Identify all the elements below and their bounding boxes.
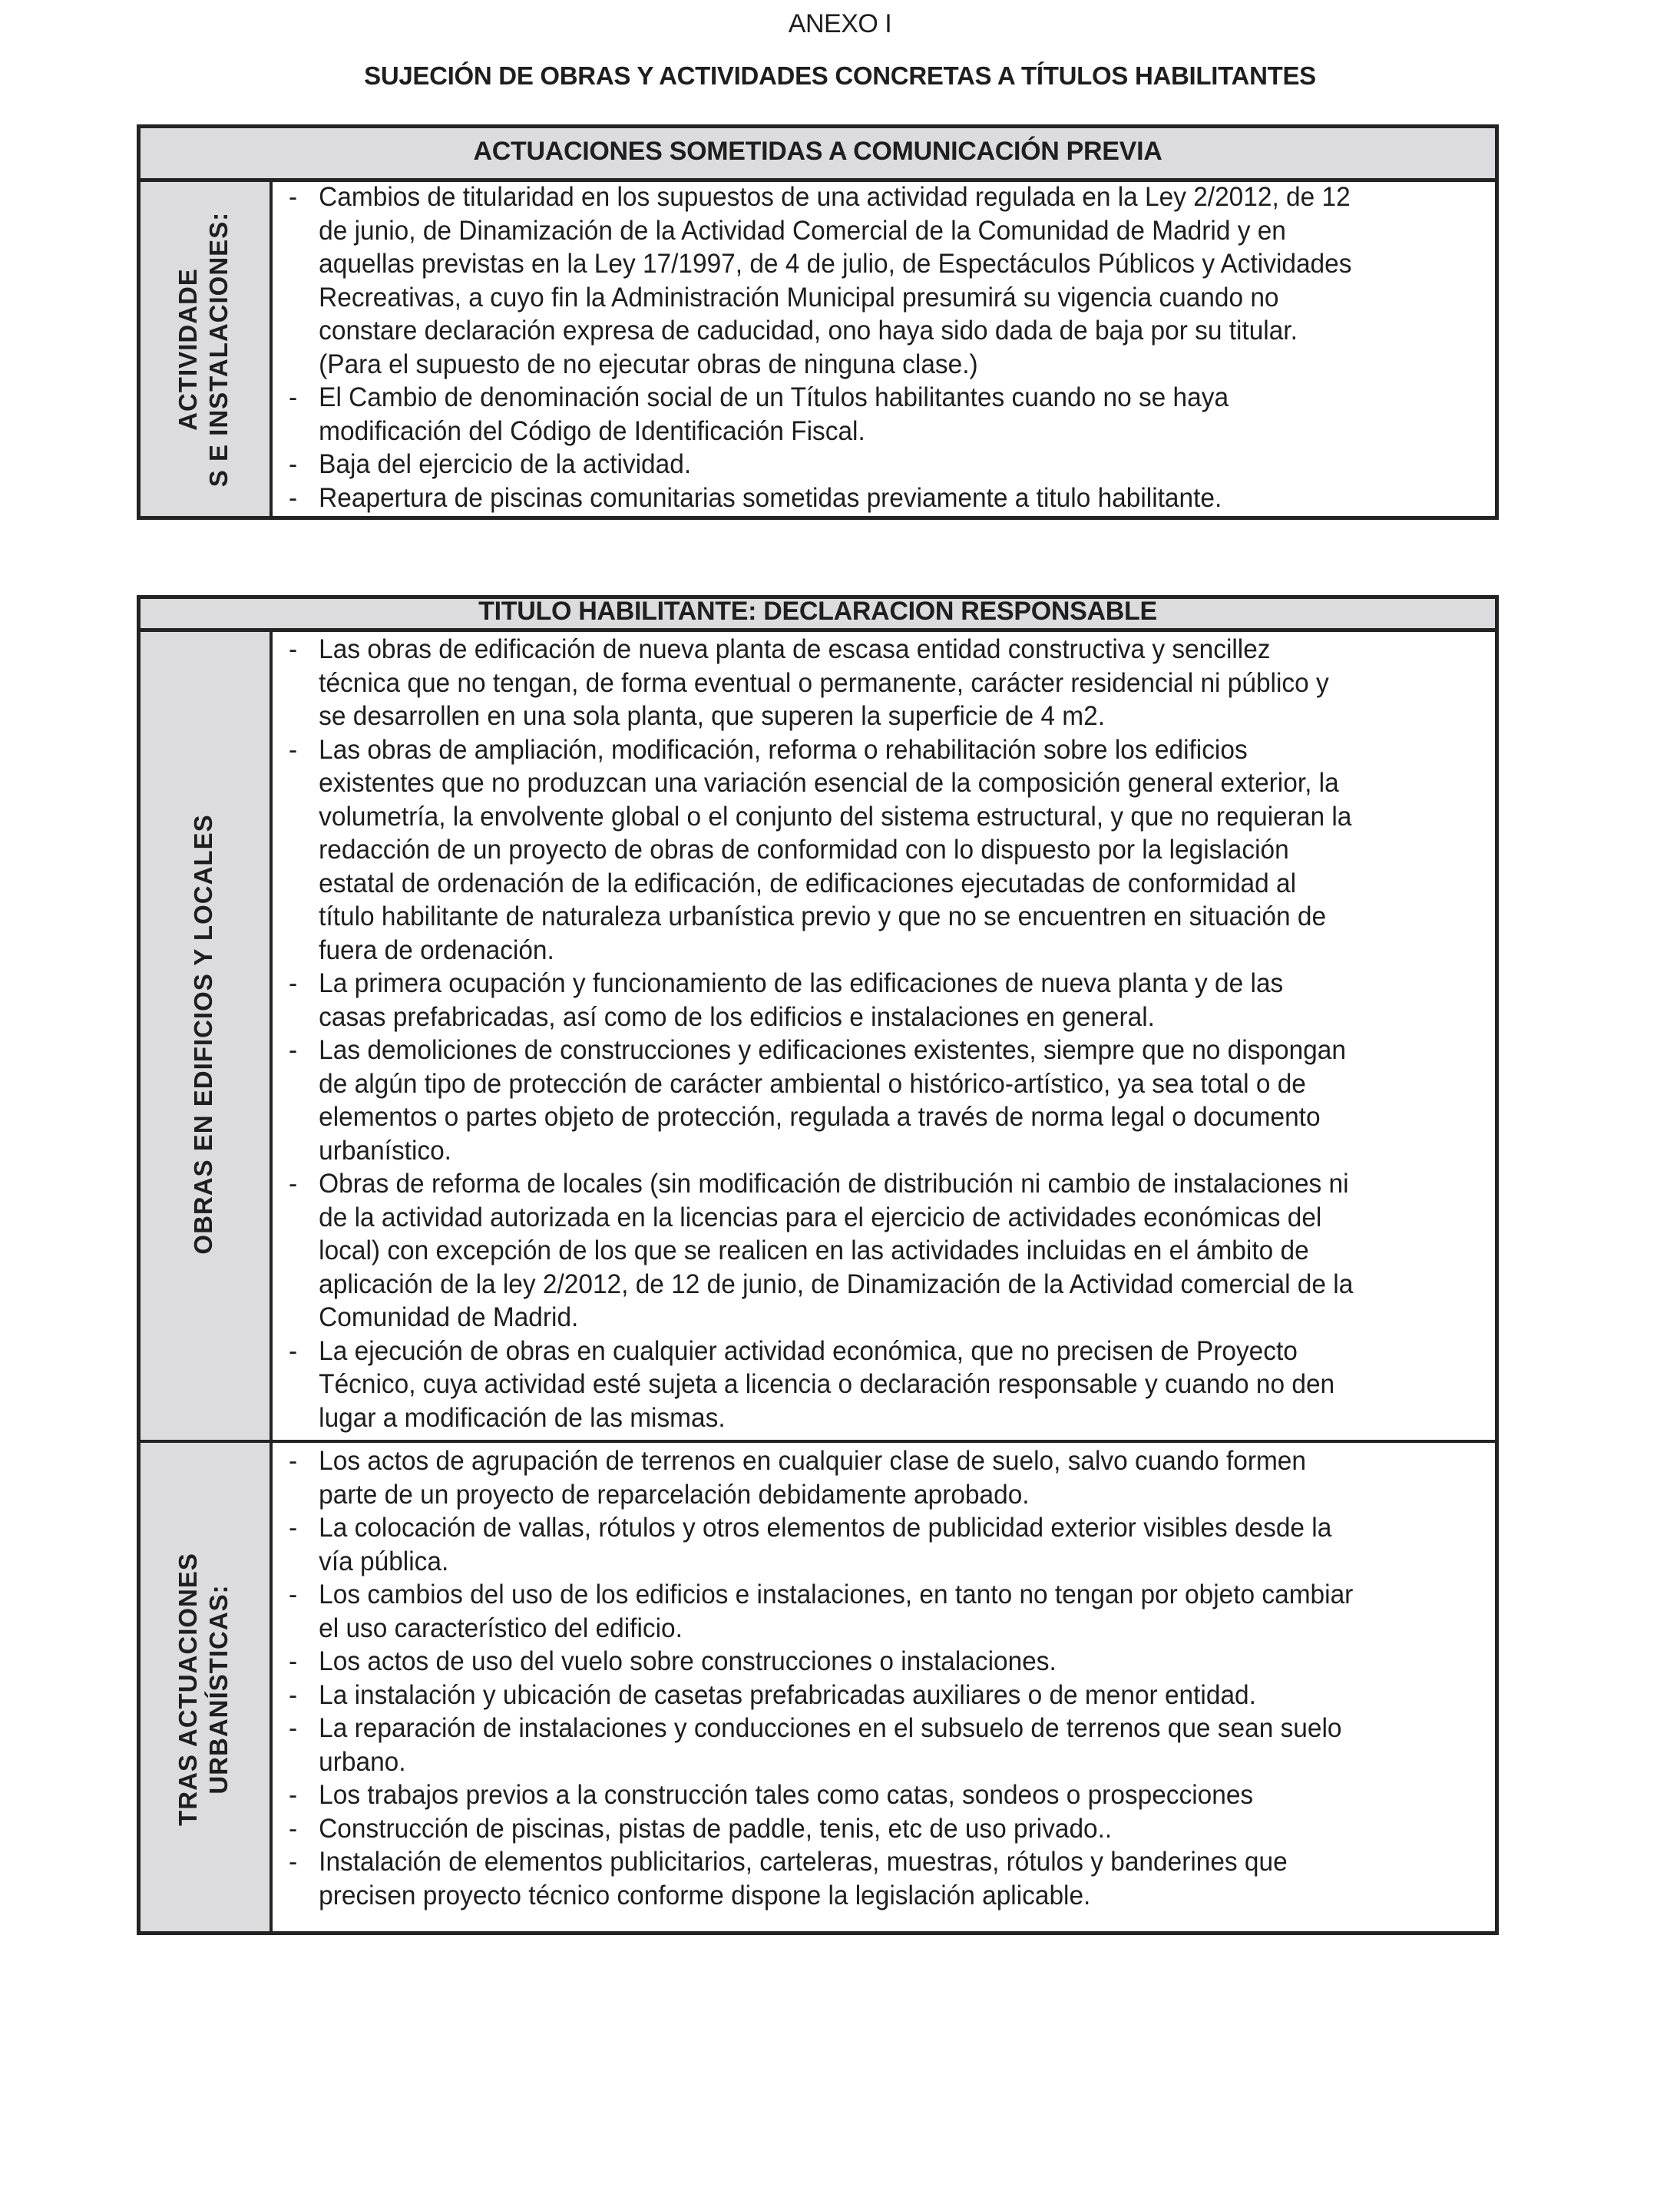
list-item-line [273, 415, 1444, 448]
list-item-line [273, 1001, 1444, 1034]
list-item-line [273, 1368, 1444, 1401]
list-item-line [273, 180, 1444, 214]
list-item-text: constare declaración expresa de caducidad, ono haya sido dada de baja por su titular. [319, 316, 1298, 346]
list-item-line [273, 1578, 1444, 1612]
list-item-text: técnica que no tengan, de forma eventual o permanente, carácter residencial ni público y [319, 667, 1329, 698]
list-item-text: fuera de ordenación. [319, 935, 554, 965]
bullet-dash-icon: - [289, 1335, 298, 1366]
table-declaracion-responsable [137, 595, 1499, 1935]
list-item-line [273, 214, 1444, 248]
list-item-text: estatal de ordenación de la edificación, de edificaciones ejecutadas de conformidad al [319, 868, 1297, 898]
list-item-text: Reapertura de piscinas comunitarias sometidas previamente a titulo habilitante. [319, 482, 1222, 513]
list-item-text: de la actividad autorizada en la licencias para el ejercicio de actividades económicas del [319, 1202, 1322, 1232]
list-item-line [273, 1067, 1444, 1101]
list-item-line [273, 448, 1444, 481]
list-item-text: de junio, de Dinamización de la Actividad Comercial de la Comunidad de Madrid y en [319, 215, 1286, 246]
section-label-cell [137, 178, 273, 520]
annex-title: ANEXO I [788, 9, 892, 38]
list-item-text: el uso característico del edificio. [319, 1613, 683, 1643]
bullet-dash-icon: - [289, 1035, 298, 1065]
list-item-line [273, 281, 1444, 315]
list-item-line [273, 766, 1444, 800]
bullet-dash-icon: - [289, 968, 298, 998]
list-item-line [273, 1645, 1444, 1679]
list-item-text: Comunidad de Madrid. [319, 1302, 579, 1332]
list-item-line [273, 247, 1444, 281]
list-item-line [273, 733, 1444, 767]
list-item-line [273, 1478, 1444, 1512]
list-item-text: aplicación de la ley 2/2012, de 12 de junio, de Dinamización de la Actividad comercial de la [319, 1269, 1354, 1299]
list-item-text: urbanístico. [319, 1135, 451, 1166]
list-item-text: Los actos de uso del vuelo sobre construcciones o instalaciones. [319, 1646, 1057, 1676]
list-item-line [273, 1201, 1444, 1235]
list-item-text: La primera ocupación y funcionamiento de las edificaciones de nueva planta y de las [319, 968, 1284, 998]
section-label-line: URBANÍSTICAS: [203, 1583, 233, 1795]
bullet-dash-icon: - [289, 1446, 298, 1476]
list-item-line [273, 1879, 1444, 1913]
list-item-line [273, 1234, 1444, 1268]
bullet-dash-icon: - [289, 634, 298, 664]
list-item-line [273, 1268, 1444, 1302]
list-item-text: Recreativas, a cuyo fin la Administración Municipal presumirá su vigencia cuando no [319, 282, 1279, 313]
list-item-line [273, 867, 1444, 901]
bullet-dash-icon: - [289, 1713, 298, 1743]
list-item-line [273, 700, 1444, 733]
list-item-text: La colocación de vallas, rótulos y otros elementos de publicidad exterior visibles desde la [319, 1513, 1332, 1543]
bullet-dash-icon: - [289, 1646, 298, 1676]
list-item-line [273, 1778, 1444, 1812]
list-item-text: casas prefabricadas, así como de los edificios e instalaciones en general. [319, 1001, 1155, 1032]
list-item-line [273, 1167, 1444, 1201]
list-item-line [273, 481, 1444, 515]
list-item-line [273, 800, 1444, 834]
table-comunicacion-previa [137, 124, 1499, 520]
table-section-actividades [137, 178, 1499, 520]
list-item-line [273, 1511, 1444, 1545]
list-item-line [273, 381, 1444, 415]
list-item-line [273, 934, 1444, 968]
list-item-line [273, 314, 1444, 348]
list-item-line [273, 633, 1444, 667]
list-item-line [273, 1034, 1444, 1067]
list-item-line [273, 1812, 1444, 1846]
document-title: SUJECIÓN DE OBRAS Y ACTIVIDADES CONCRETAS A TÍTULOS HABILITANTES [364, 61, 1316, 90]
bullet-dash-icon: - [289, 182, 298, 212]
list-item-text: de algún tipo de protección de carácter ambiental o histórico-artístico, ya sea total o de [319, 1068, 1306, 1099]
list-item-line [273, 900, 1444, 934]
section-label-line: S E INSTALACIONES: [203, 211, 233, 487]
bullet-dash-icon: - [289, 1580, 298, 1609]
list-item-text: Las obras de edificación de nueva planta de escasa entidad constructiva y sencillez [319, 634, 1271, 664]
list-item-text: La instalación y ubicación de casetas prefabricadas auxiliares o de menor entidad. [319, 1679, 1256, 1710]
section-label-line: TRAS ACTUACIONES [173, 1552, 202, 1826]
bullet-dash-icon: - [289, 1780, 298, 1810]
bullet-dash-icon: - [289, 449, 298, 479]
list-item-text: urbano. [319, 1746, 406, 1777]
section-label-line: ACTIVIDADE [173, 267, 202, 431]
list-item-line [273, 833, 1444, 867]
section-label-line: OBRAS EN EDIFICIOS Y LOCALES [188, 813, 217, 1255]
list-item-text: Los cambios del uso de los edificios e instalaciones, en tanto no tengan por objeto cambiar [319, 1580, 1354, 1609]
bullet-dash-icon: - [289, 382, 298, 412]
list-item-line [273, 348, 1444, 382]
list-item-text: El Cambio de denominación social de un Títulos habilitantes cuando no se haya [319, 382, 1229, 412]
list-item-line [273, 1745, 1444, 1779]
list-item-text: aquellas previstas en la Ley 17/1997, de 4 de julio, de Espectáculos Públicos y Actividades [319, 249, 1352, 279]
list-item-text: parte de un proyecto de reparcelación debidamente aprobado. [319, 1479, 1030, 1510]
list-item-text: local) con excepción de los que se realicen en las actividades incluidas en el ámbito de [319, 1236, 1309, 1265]
list-item-text: Instalación de elementos publicitarios, carteleras, muestras, rótulos y banderines que [319, 1847, 1288, 1877]
table-header: TITULO HABILITANTE: DECLARACION RESPONSABLE [137, 595, 1499, 632]
list-item-text: precisen proyecto técnico conforme dispone la legislación aplicable. [319, 1880, 1091, 1910]
bullet-dash-icon: - [289, 1847, 298, 1877]
list-item-text: volumetría, la envolvente global o el conjunto del sistema estructural, y que no requieran la [319, 801, 1352, 832]
list-item-line [273, 1401, 1444, 1435]
list-item-text: modificación del Código de Identificación Fiscal. [319, 415, 865, 446]
section-label-cell [137, 628, 273, 1440]
list-item-line [273, 1545, 1444, 1579]
list-item-text: Cambios de titularidad en los supuestos de una actividad regulada en la Ley 2/2012, de 12 [319, 182, 1351, 212]
table-header: ACTUACIONES SOMETIDAS A COMUNICACIÓN PREVIA [137, 124, 1499, 182]
list-item-line [273, 1612, 1444, 1646]
list-item-line [273, 1845, 1444, 1879]
bullet-dash-icon: - [289, 1679, 298, 1710]
bullet-dash-icon: - [289, 734, 298, 765]
list-item-text: Los trabajos previos a la construcción tales como catas, sondeos o prospecciones [319, 1780, 1254, 1810]
list-item-line [273, 1712, 1444, 1745]
list-item-text: lugar a modificación de las mismas. [319, 1402, 726, 1433]
bullet-dash-icon: - [289, 1513, 298, 1543]
list-item-line [273, 1134, 1444, 1168]
list-item-text: Construcción de piscinas, pistas de paddle, tenis, etc de uso privado.. [319, 1813, 1113, 1844]
bullet-dash-icon: - [289, 1169, 298, 1199]
list-item-text: se desarrollen en una sola planta, que superen la superficie de 4 m2. [319, 701, 1106, 731]
section-label [188, 814, 219, 1254]
table-section-actuaciones-urbanisticas [137, 1440, 1499, 1935]
section-label [173, 1553, 234, 1826]
list-item-line [273, 1335, 1444, 1368]
list-item-text: redacción de un proyecto de obras de conformidad con lo dispuesto por la legislación [319, 835, 1289, 865]
list-item-line [273, 667, 1444, 700]
section-label-cell [137, 1443, 273, 1935]
list-item-text: Las demoliciones de construcciones y edificaciones existentes, siempre que no dispongan [319, 1035, 1346, 1065]
list-item-text: Baja del ejercicio de la actividad. [319, 449, 692, 479]
list-item-text: Técnico, cuya actividad esté sujeta a licencia o declaración responsable y cuando no den [319, 1369, 1335, 1399]
list-item-text: vía pública. [319, 1546, 449, 1576]
list-item-text: título habilitante de naturaleza urbanística previo y que no se encuentren en situación de [319, 901, 1327, 931]
list-item-line [273, 1100, 1444, 1134]
list-item-text: La ejecución de obras en cualquier actividad económica, que no precisen de Proyecto [319, 1335, 1298, 1366]
list-item-text: elementos o partes objeto de protección, regulada a través de norma legal o documento [319, 1102, 1321, 1132]
list-item-text: Obras de reforma de locales (sin modificación de distribución ni cambio de instalaciones ni [319, 1169, 1349, 1199]
table-section-obras-edificios-locales [137, 628, 1499, 1440]
list-item-line [273, 1444, 1444, 1478]
list-item-text: La reparación de instalaciones y conducciones en el subsuelo de terrenos que sean suelo [319, 1713, 1342, 1743]
list-item-line [273, 967, 1444, 1001]
list-item-line [273, 1301, 1444, 1335]
section-label [173, 211, 234, 486]
bullet-dash-icon: - [289, 482, 298, 513]
bullet-dash-icon: - [289, 1813, 298, 1844]
list-item-text: Los actos de agrupación de terrenos en cualquier clase de suelo, salvo cuando formen [319, 1446, 1306, 1476]
list-item-line [273, 1679, 1444, 1712]
list-item-text: Las obras de ampliación, modificación, reforma o rehabilitación sobre los edificios [319, 734, 1248, 765]
list-item-text: existentes que no produzcan una variación esencial de la composición general exterior, la [319, 768, 1339, 798]
list-item-text: (Para el supuesto de no ejecutar obras de ninguna clase.) [319, 349, 978, 379]
